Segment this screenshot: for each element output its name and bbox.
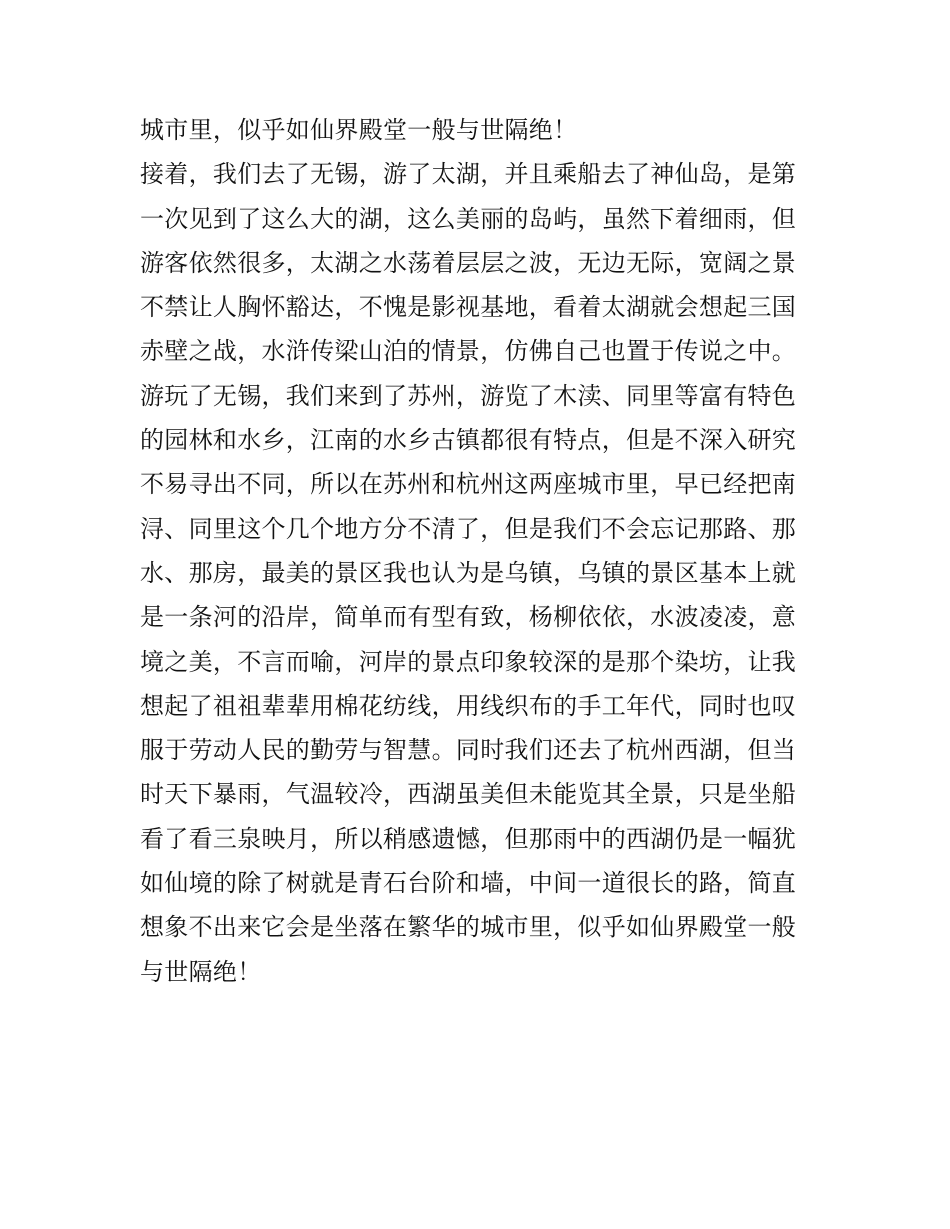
text-line: 如仙境的除了树就是青石台阶和墙，中间一道很长的路，简直 [140, 869, 797, 898]
text-line: 境之美，不言而喻，河岸的景点印象较深的是那个染坊，让我 [140, 647, 797, 676]
text-line: 不易寻出不同，所以在苏州和杭州这两座城市里，早已经把南 [140, 470, 797, 499]
text-line: 想象不出来它会是坐落在繁华的城市里，似乎如仙界殿堂一般 [140, 913, 797, 942]
text-line: 城市里，似乎如仙界殿堂一般与世隔绝！ [140, 116, 578, 144]
text-line: 水、那房，最美的景区我也认为是乌镇，乌镇的景区基本上就 [140, 558, 797, 587]
text-line: 服于劳动人民的勤劳与智慧。同时我们还去了杭州西湖，但当 [140, 736, 797, 765]
text-line: 不禁让人胸怀豁达，不愧是影视基地，看着太湖就会想起三国 [140, 293, 797, 322]
text-line: 想起了祖祖辈辈用棉花纺线，用线织布的手工年代，同时也叹 [140, 691, 797, 720]
text-line: 与世隔绝！ [140, 957, 262, 986]
text-line: 的园林和水乡，江南的水乡古镇都很有特点，但是不深入研究 [140, 426, 797, 455]
text-line: 赤壁之战，水浒传梁山泊的情景，仿佛自己也置于传说之中。 [140, 337, 797, 366]
body-text [140, 108, 820, 994]
text-line: 时天下暴雨，气温较冷，西湖虽美但未能览其全景，只是坐船 [140, 780, 797, 809]
text-line: 游客依然很多，太湖之水荡着层层之波，无边无际，宽阔之景 [140, 248, 797, 277]
text-line: 一次见到了这么大的湖，这么美丽的岛屿，虽然下着细雨，但 [140, 204, 797, 233]
text-line: 浔、同里这个几个地方分不清了，但是我们不会忘记那路、那 [140, 514, 797, 543]
text-line: 游玩了无锡，我们来到了苏州，游览了木渎、同里等富有特色 [140, 381, 797, 410]
text-line: 接着，我们去了无锡，游了太湖，并且乘船去了神仙岛，是第 [140, 160, 797, 189]
text-line: 看了看三泉映月，所以稍感遗憾，但那雨中的西湖仍是一幅犹 [140, 824, 797, 853]
text-line: 是一条河的沿岸，简单而有型有致，杨柳依依，水波凌凌，意 [140, 603, 797, 632]
